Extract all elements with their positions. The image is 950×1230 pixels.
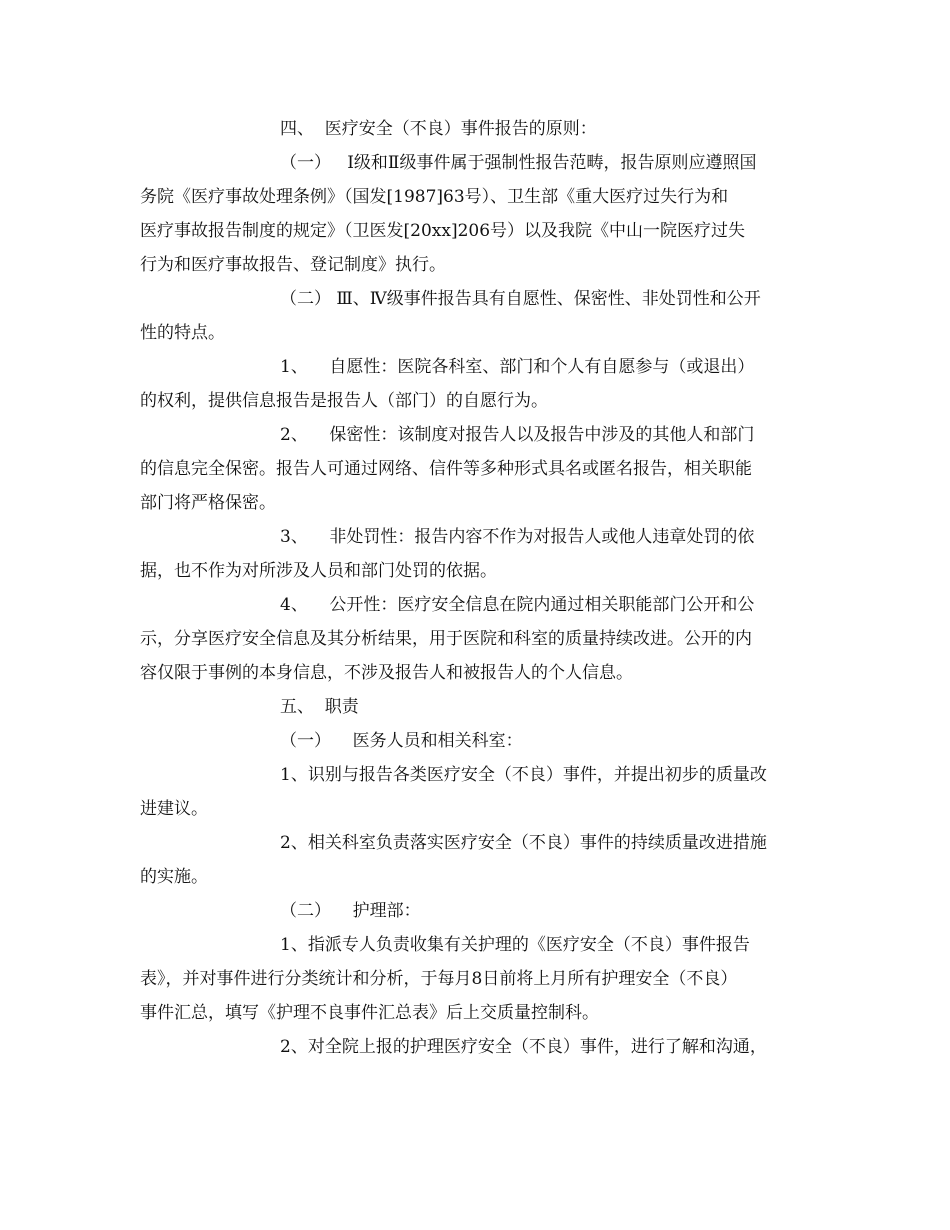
list-item-line: 进建议。 [140,799,208,819]
paragraph-line: 务院《医疗事故处理条例》（国发[1987]63号）、卫生部《重大医疗过失行为和 [140,187,729,207]
paragraph-line: 医疗事故报告制度的规定》（卫医发[20xx]206号）以及我院《中山一院医疗过失 [140,221,746,241]
paragraph-line: 性的特点。 [140,323,225,343]
paragraph-line: （一） Ⅰ级和Ⅱ级事件属于强制性报告范畴，报告原则应遵照国 [280,153,757,173]
list-item-line: 的信息完全保密。报告人可通过网络、信件等多种形式具名或匿名报告，相关职能 [140,459,752,479]
list-item-line: 1、指派专人负责收集有关护理的《医疗安全（不良）事件报告 [280,935,750,955]
list-item-line: 部门将严格保密。 [140,493,276,513]
section-heading-4: 四、 医疗安全（不良）事件报告的原则： [280,119,597,139]
section-heading-5: 五、 职责 [280,697,359,717]
subsection-heading: （二） 护理部： [280,901,421,921]
list-item-line: 的实施。 [140,867,208,887]
subsection-heading: （一） 医务人员和相关科室： [280,731,523,751]
list-item-line: 3、 非处罚性：报告内容不作为对报告人或他人违章处罚的依 [280,527,755,547]
list-item-line: 2、 保密性：该制度对报告人以及报告中涉及的其他人和部门 [280,425,755,445]
list-item-line: 表》，并对事件进行分类统计和分析，于每月8日前将上月所有护理安全（不良） [140,969,738,989]
list-item-line: 的权利，提供信息报告是报告人（部门）的自愿行为。 [140,391,548,411]
list-item-line: 1、识别与报告各类医疗安全（不良）事件，并提出初步的质量改 [280,765,767,785]
list-item-line: 事件汇总，填写《护理不良事件汇总表》后上交质量控制科。 [140,1003,599,1023]
list-item-line: 1、 自愿性：医院各科室、部门和个人有自愿参与（或退出） [280,357,755,377]
list-item-line: 容仅限于事例的本身信息，不涉及报告人和被报告人的个人信息。 [140,663,633,683]
document-body [140,112,812,1064]
list-item-line: 示，分享医疗安全信息及其分析结果，用于医院和科室的质量持续改进。公开的内 [140,629,752,649]
list-item-line: 据，也不作为对所涉及人员和部门处罚的依据。 [140,561,497,581]
list-item-line: 2、相关科室负责落实医疗安全（不良）事件的持续质量改进措施 [280,833,767,853]
paragraph-line: （二） Ⅲ、Ⅳ级事件报告具有自愿性、保密性、非处罚性和公开 [280,289,761,309]
paragraph-line: 行为和医疗事故报告、登记制度》执行。 [140,255,446,275]
list-item-line: 4、 公开性：医疗安全信息在院内通过相关职能部门公开和公 [280,595,755,615]
list-item-line: 2、对全院上报的护理医疗安全（不良）事件，进行了解和沟通， [280,1037,767,1057]
